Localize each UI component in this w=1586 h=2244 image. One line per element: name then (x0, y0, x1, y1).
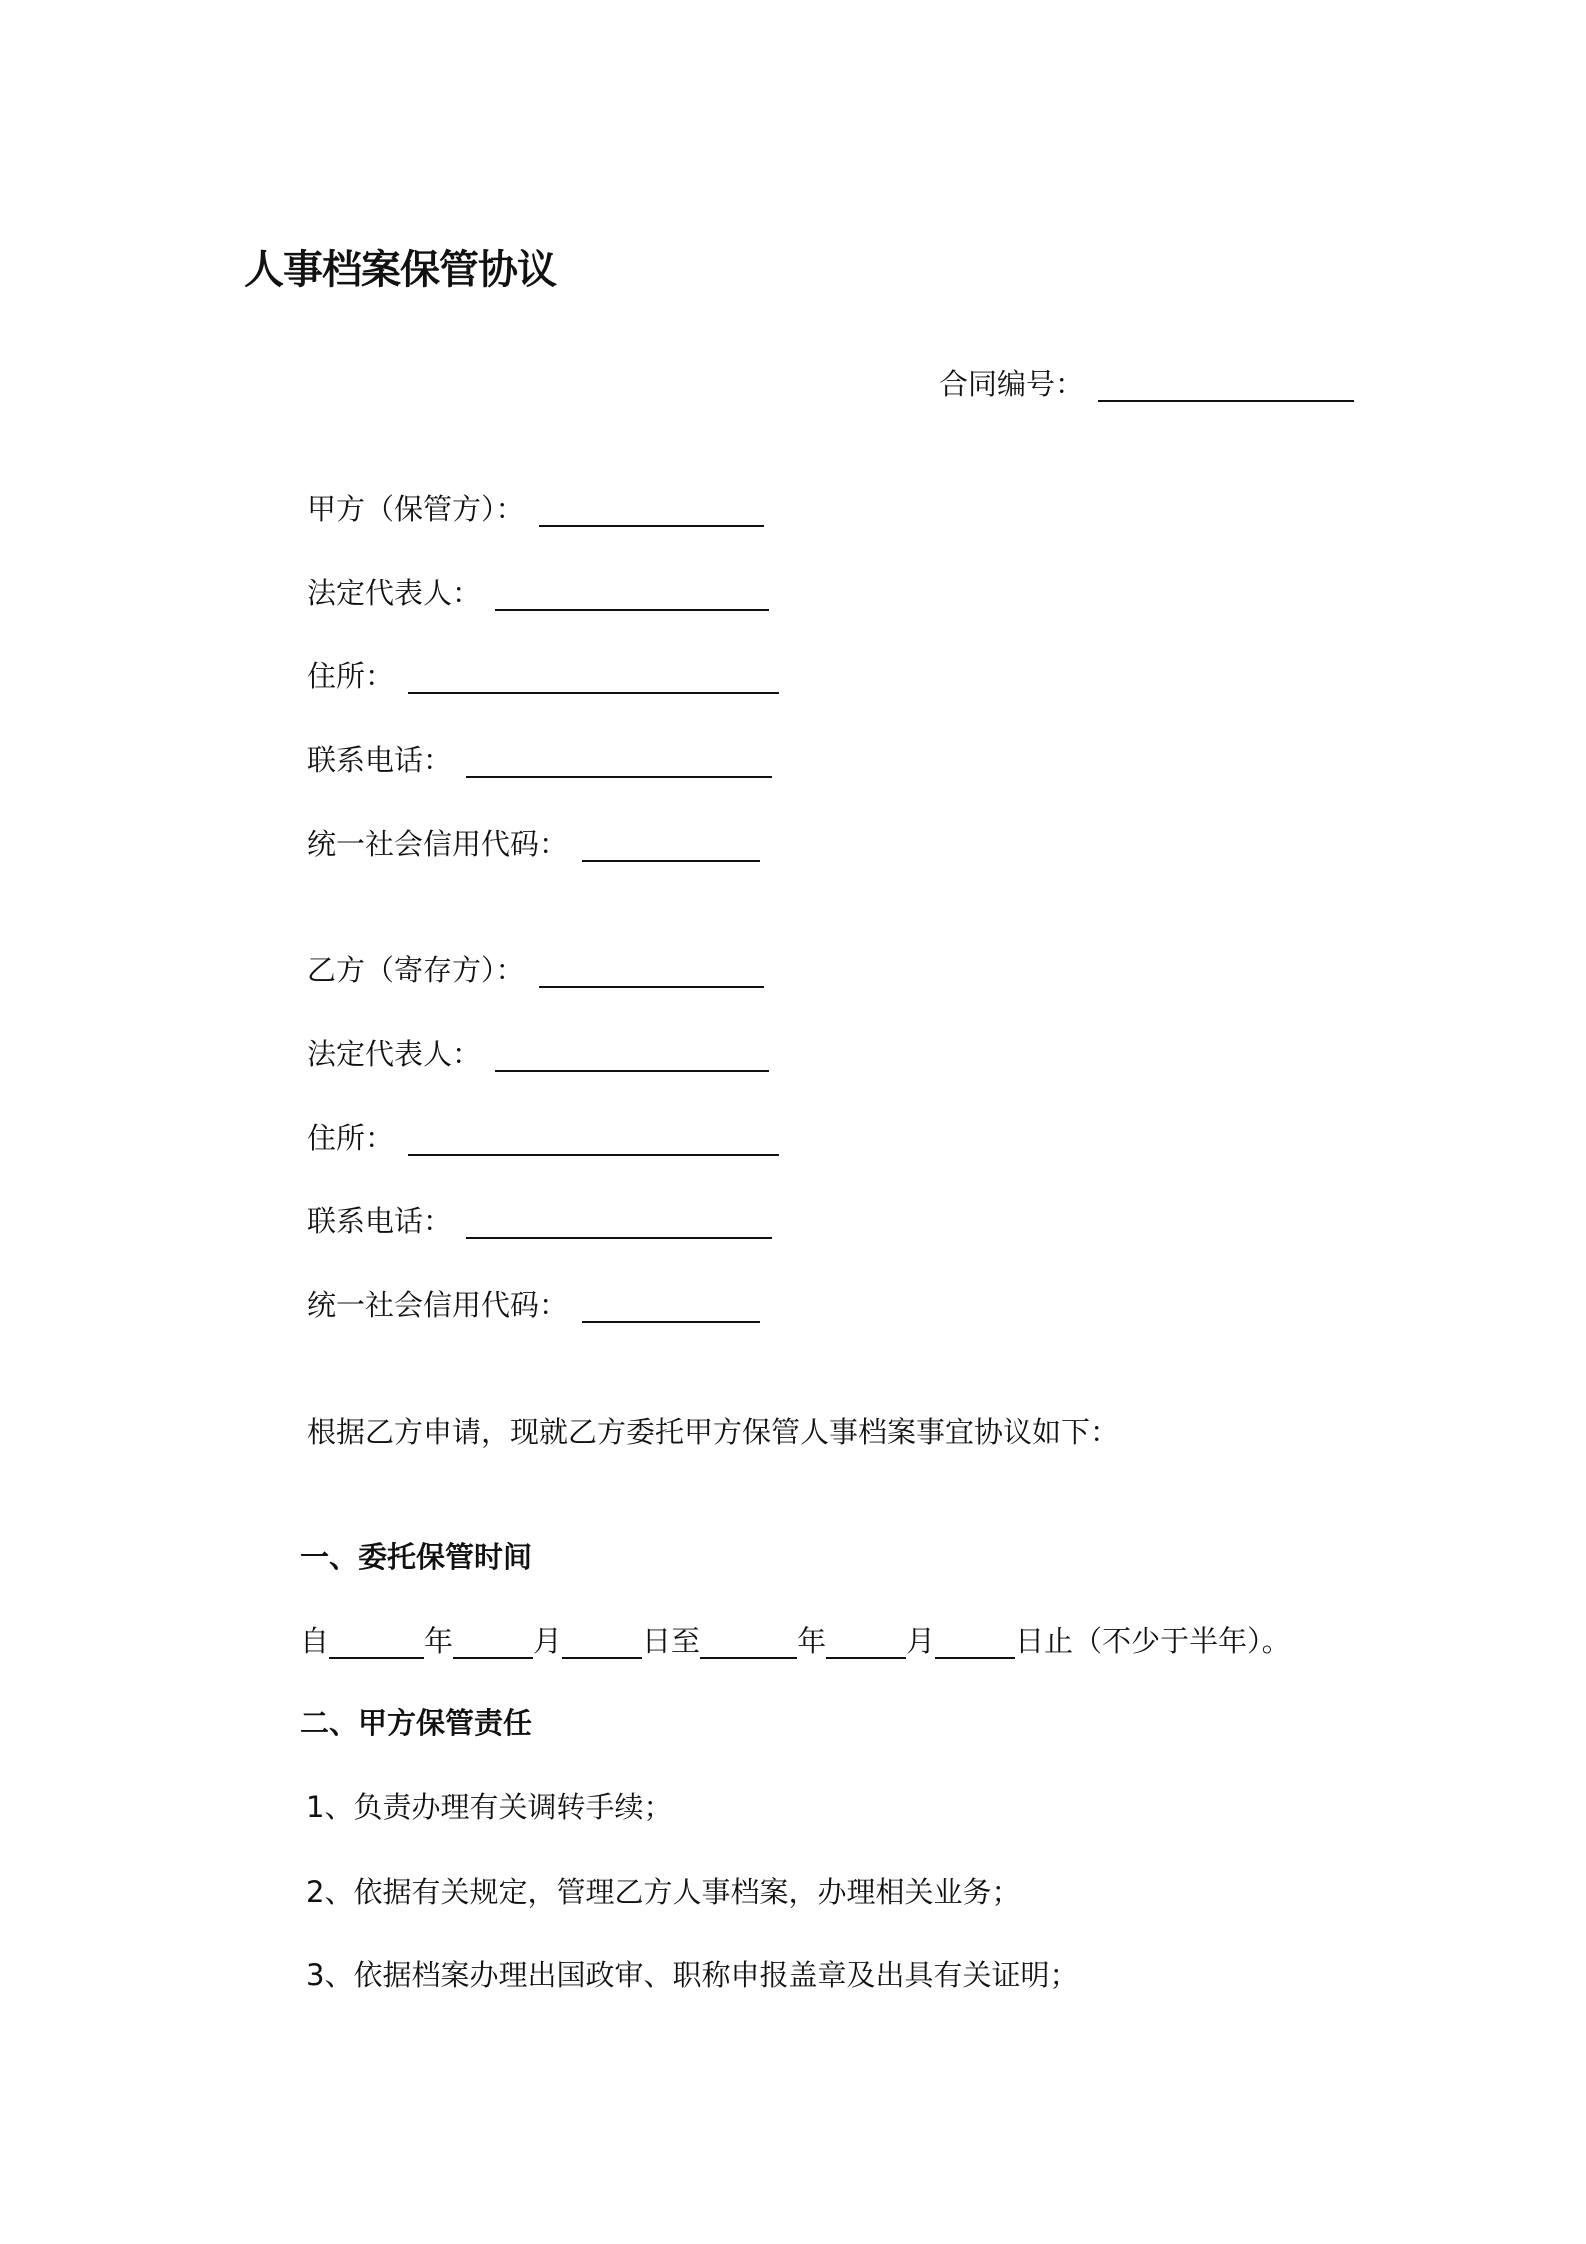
date-to-label: 日至 (642, 1624, 701, 1658)
party-a-representative-field[interactable] (495, 579, 769, 611)
party-a-heading-row (307, 491, 764, 527)
party-a-name-field[interactable] (539, 495, 764, 527)
entrust-period-line (300, 1623, 1291, 1659)
start-year-field[interactable] (329, 1627, 424, 1659)
party-a-credit-code-label: 统一社会信用代码： (307, 827, 569, 861)
section1-heading: 一、委托保管时间 (300, 1540, 533, 1574)
party-a-address-label: 住所： (307, 659, 395, 693)
intro-paragraph: 根据乙方申请，现就乙方委托甲方保管人事档案事宜协议如下： (307, 1415, 1120, 1449)
party-b-address-field[interactable] (408, 1124, 779, 1156)
party-a-address-row (307, 658, 779, 694)
party-b-representative-label: 法定代表人： (307, 1037, 482, 1071)
party-a-phone-field[interactable] (466, 746, 772, 778)
start-month-field[interactable] (453, 1627, 533, 1659)
end-day-field[interactable] (935, 1627, 1015, 1659)
date-end-label: 日止（不少于半年）。 (1015, 1624, 1291, 1658)
party-a-label: 甲方（保管方）： (307, 492, 525, 526)
party-a-credit-code-field[interactable] (582, 830, 760, 862)
party-b-heading-row (307, 952, 764, 988)
end-month-field[interactable] (826, 1627, 906, 1659)
month-label: 月 (533, 1624, 563, 1658)
party-a-address-field[interactable] (408, 662, 779, 694)
month-label: 月 (906, 1624, 936, 1658)
party-b-credit-code-field[interactable] (582, 1291, 760, 1323)
party-a-phone-label: 联系电话： (307, 743, 453, 777)
year-label: 年 (424, 1624, 454, 1658)
start-day-field[interactable] (562, 1627, 642, 1659)
party-b-address-row (307, 1120, 779, 1156)
party-b-representative-field[interactable] (495, 1040, 769, 1072)
party-b-phone-field[interactable] (466, 1207, 772, 1239)
list-item: 3、依据档案办理出国政审、职称申报盖章及出具有关证明； (306, 1958, 1079, 1992)
date-from-label: 自 (300, 1624, 330, 1658)
party-b-credit-code-label: 统一社会信用代码： (307, 1288, 569, 1322)
party-b-representative-row (307, 1036, 769, 1072)
party-a-credit-code-row (307, 826, 760, 862)
party-a-phone-row (307, 742, 772, 778)
party-a-representative-row (307, 575, 769, 611)
party-b-phone-row (307, 1203, 772, 1239)
party-a-representative-label: 法定代表人： (307, 576, 482, 610)
document-title: 人事档案保管协议 (244, 247, 556, 293)
party-b-name-field[interactable] (539, 956, 764, 988)
party-b-address-label: 住所： (307, 1121, 395, 1155)
list-item: 2、依据有关规定，管理乙方人事档案，办理相关业务； (306, 1875, 1021, 1909)
section2-heading: 二、甲方保管责任 (300, 1706, 533, 1740)
contract-number-field[interactable] (1098, 370, 1354, 402)
contract-number (939, 366, 1354, 402)
party-b-phone-label: 联系电话： (307, 1204, 453, 1238)
list-item: 1、负责办理有关调转手续； (306, 1790, 673, 1824)
end-year-field[interactable] (700, 1627, 797, 1659)
contract-number-label: 合同编号： (939, 367, 1085, 401)
party-b-label: 乙方（寄存方）： (307, 953, 525, 987)
year-label: 年 (797, 1624, 827, 1658)
party-b-credit-code-row (307, 1287, 760, 1323)
